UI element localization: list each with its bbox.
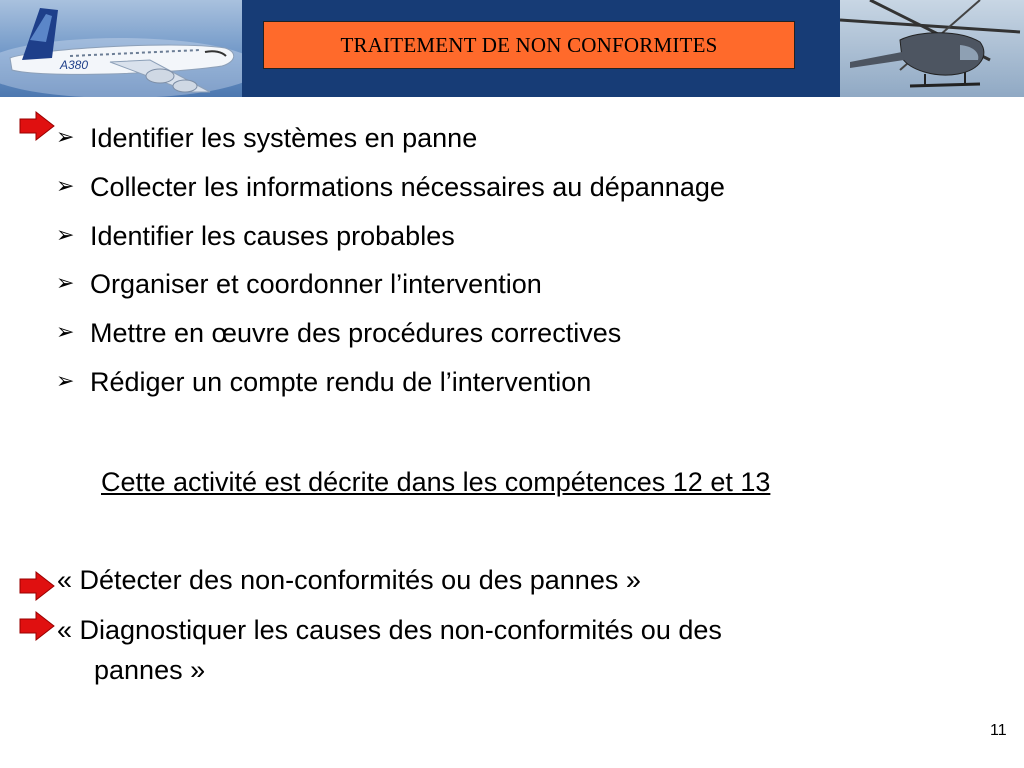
bullet-marker: ➢ <box>56 320 75 345</box>
red-arrow-icon <box>18 610 56 642</box>
aircraft-model-text: A380 <box>60 58 89 72</box>
competences-note: Cette activité est décrite dans les compétences 12 et 13 <box>101 467 771 497</box>
list-item <box>56 264 542 304</box>
competence-item <box>57 610 937 690</box>
header-banner <box>0 0 1024 97</box>
bullet-marker: ➢ <box>56 174 75 199</box>
list-item-text: Identifier les causes probables <box>90 221 455 251</box>
slide-title: TRAITEMENT DE NON CONFORMITES <box>340 32 718 57</box>
red-arrow-icon <box>18 110 56 142</box>
list-item <box>56 118 477 158</box>
page-number: 11 <box>990 722 1007 739</box>
list-item-text: Identifier les systèmes en panne <box>90 123 478 153</box>
list-item <box>56 167 725 207</box>
competence-text-continued: pannes » <box>94 655 206 685</box>
helicopter-illustration <box>840 0 1024 97</box>
competence-item <box>57 560 641 600</box>
bullet-marker: ➢ <box>56 223 75 248</box>
airbus-a380-image <box>0 0 242 97</box>
helicopter-image <box>840 0 1024 97</box>
list-item <box>56 313 621 353</box>
list-item-text: Mettre en œuvre des procédures correctives <box>90 318 622 348</box>
bullet-marker: ➢ <box>56 271 75 296</box>
competence-text: « Détecter des non-conformités ou des pannes » <box>57 565 641 595</box>
list-item-text: Rédiger un compte rendu de l’intervention <box>90 367 592 397</box>
slide-title-box <box>263 21 795 69</box>
airplane-illustration <box>0 0 242 97</box>
competence-text: « Diagnostiquer les causes des non-conformités ou des <box>57 615 722 645</box>
list-item-text: Collecter les informations nécessaires au dépannage <box>90 172 725 202</box>
list-item <box>56 216 455 256</box>
bullet-marker: ➢ <box>56 125 75 150</box>
red-arrow-icon <box>18 570 56 602</box>
list-item-text: Organiser et coordonner l’intervention <box>90 269 542 299</box>
list-item <box>56 362 591 402</box>
bullet-marker: ➢ <box>56 369 75 394</box>
